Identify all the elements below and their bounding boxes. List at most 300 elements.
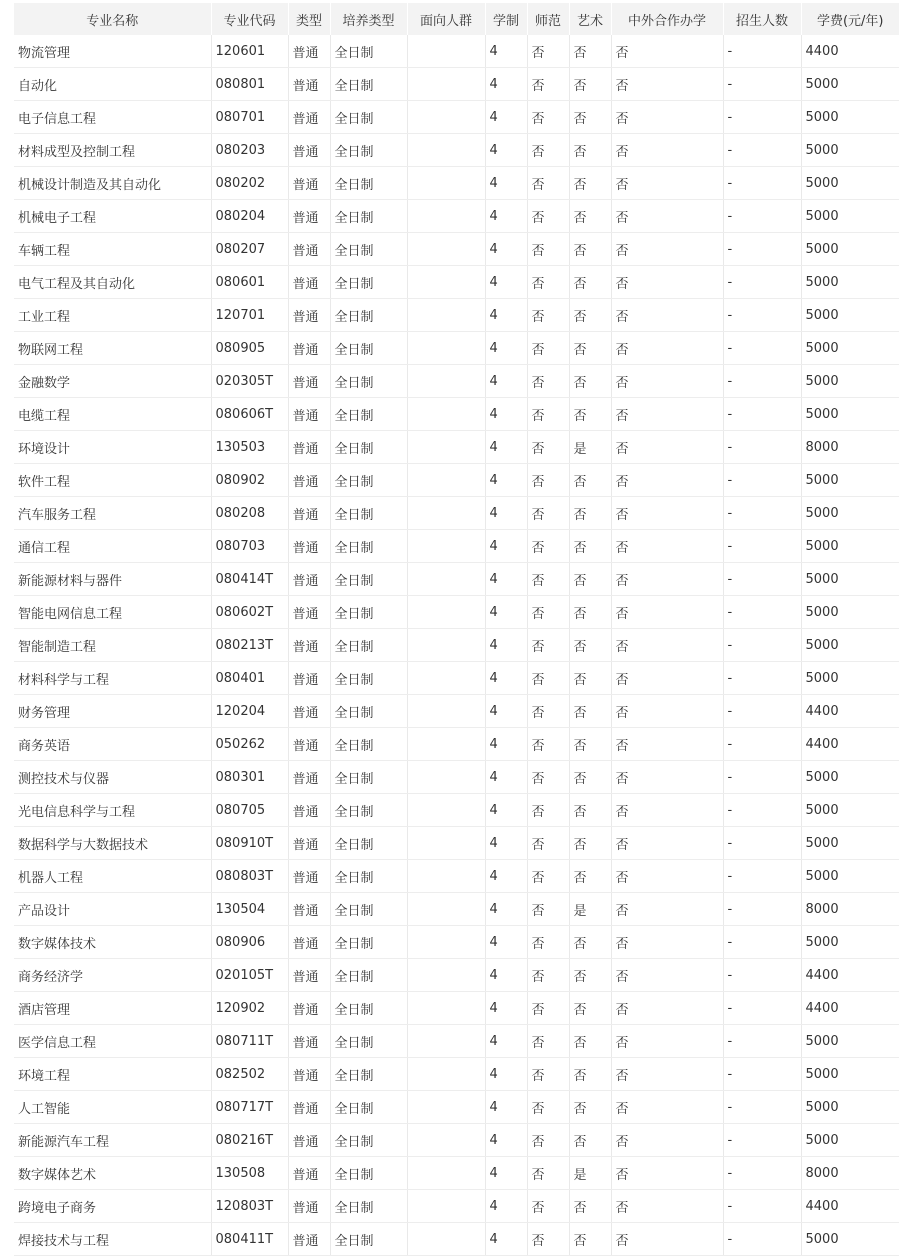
joint-program-cell: 否: [611, 629, 723, 662]
joint-program-cell: 否: [611, 68, 723, 101]
table-body: [14, 35, 899, 1256]
table-row: [14, 365, 899, 398]
target-group-cell: [407, 464, 485, 497]
enrollment-cell: -: [723, 530, 801, 563]
duration-cell: 4: [485, 1124, 527, 1157]
major-name-cell: 酒店管理: [14, 992, 211, 1025]
normal-cell: 否: [527, 827, 569, 860]
enrollment-cell: -: [723, 431, 801, 464]
tuition-cell: 5000: [801, 1058, 899, 1091]
study-mode-cell: 全日制: [330, 497, 407, 530]
major-name-cell: 工业工程: [14, 299, 211, 332]
table-row: [14, 728, 899, 761]
study-mode-cell: 全日制: [330, 35, 407, 68]
duration-cell: 4: [485, 992, 527, 1025]
duration-cell: 4: [485, 728, 527, 761]
enrollment-cell: -: [723, 1124, 801, 1157]
normal-cell: 否: [527, 959, 569, 992]
joint-program-cell: 否: [611, 431, 723, 464]
joint-program-cell: 否: [611, 794, 723, 827]
major-name-cell: 智能制造工程: [14, 629, 211, 662]
type-cell: 普通: [288, 728, 330, 761]
major-name-cell: 光电信息科学与工程: [14, 794, 211, 827]
art-cell: 否: [569, 1190, 611, 1223]
duration-cell: 4: [485, 926, 527, 959]
table-row: [14, 101, 899, 134]
normal-cell: 否: [527, 398, 569, 431]
duration-cell: 4: [485, 596, 527, 629]
major-name-cell: 人工智能: [14, 1091, 211, 1124]
study-mode-cell: 全日制: [330, 530, 407, 563]
target-group-cell: [407, 728, 485, 761]
enrollment-cell: -: [723, 860, 801, 893]
major-name-cell: 商务经济学: [14, 959, 211, 992]
major-code-cell: 120803T: [211, 1190, 288, 1223]
table-row: [14, 959, 899, 992]
art-cell: 是: [569, 1157, 611, 1190]
major-code-cell: 080902: [211, 464, 288, 497]
column-header: 学费(元/年): [801, 3, 899, 35]
normal-cell: 否: [527, 167, 569, 200]
study-mode-cell: 全日制: [330, 398, 407, 431]
major-name-cell: 电缆工程: [14, 398, 211, 431]
art-cell: 否: [569, 233, 611, 266]
tuition-cell: 5000: [801, 365, 899, 398]
joint-program-cell: 否: [611, 365, 723, 398]
duration-cell: 4: [485, 860, 527, 893]
tuition-cell: 5000: [801, 134, 899, 167]
table-row: [14, 629, 899, 662]
art-cell: 否: [569, 200, 611, 233]
table-row: [14, 530, 899, 563]
normal-cell: 否: [527, 860, 569, 893]
enrollment-cell: -: [723, 233, 801, 266]
joint-program-cell: 否: [611, 893, 723, 926]
normal-cell: 否: [527, 200, 569, 233]
major-code-cell: 080906: [211, 926, 288, 959]
tuition-cell: 5000: [801, 398, 899, 431]
duration-cell: 4: [485, 662, 527, 695]
major-name-cell: 材料科学与工程: [14, 662, 211, 695]
major-code-cell: 080910T: [211, 827, 288, 860]
duration-cell: 4: [485, 1025, 527, 1058]
study-mode-cell: 全日制: [330, 629, 407, 662]
table-row: [14, 1025, 899, 1058]
major-code-cell: 120204: [211, 695, 288, 728]
major-code-cell: 130503: [211, 431, 288, 464]
joint-program-cell: 否: [611, 1025, 723, 1058]
study-mode-cell: 全日制: [330, 464, 407, 497]
table-row: [14, 68, 899, 101]
duration-cell: 4: [485, 68, 527, 101]
enrollment-cell: -: [723, 1058, 801, 1091]
normal-cell: 否: [527, 1124, 569, 1157]
table-row: [14, 992, 899, 1025]
study-mode-cell: 全日制: [330, 860, 407, 893]
major-code-cell: 080606T: [211, 398, 288, 431]
study-mode-cell: 全日制: [330, 728, 407, 761]
target-group-cell: [407, 794, 485, 827]
tuition-cell: 4400: [801, 695, 899, 728]
table-row: [14, 893, 899, 926]
table-row: [14, 497, 899, 530]
major-code-cell: 080801: [211, 68, 288, 101]
type-cell: 普通: [288, 860, 330, 893]
major-code-cell: 080602T: [211, 596, 288, 629]
art-cell: 否: [569, 695, 611, 728]
art-cell: 否: [569, 959, 611, 992]
art-cell: 否: [569, 299, 611, 332]
study-mode-cell: 全日制: [330, 1091, 407, 1124]
study-mode-cell: 全日制: [330, 431, 407, 464]
target-group-cell: [407, 992, 485, 1025]
normal-cell: 否: [527, 563, 569, 596]
study-mode-cell: 全日制: [330, 695, 407, 728]
art-cell: 否: [569, 530, 611, 563]
art-cell: 否: [569, 497, 611, 530]
major-name-cell: 新能源材料与器件: [14, 563, 211, 596]
major-code-cell: 080208: [211, 497, 288, 530]
joint-program-cell: 否: [611, 1091, 723, 1124]
tuition-cell: 5000: [801, 530, 899, 563]
normal-cell: 否: [527, 35, 569, 68]
type-cell: 普通: [288, 200, 330, 233]
tuition-cell: 5000: [801, 794, 899, 827]
type-cell: 普通: [288, 134, 330, 167]
major-code-cell: 080204: [211, 200, 288, 233]
duration-cell: 4: [485, 134, 527, 167]
art-cell: 否: [569, 35, 611, 68]
major-name-cell: 机械设计制造及其自动化: [14, 167, 211, 200]
joint-program-cell: 否: [611, 233, 723, 266]
tuition-cell: 5000: [801, 68, 899, 101]
art-cell: 否: [569, 68, 611, 101]
majors-table-container: [14, 3, 899, 1256]
table-row: [14, 398, 899, 431]
art-cell: 否: [569, 794, 611, 827]
table-row: [14, 332, 899, 365]
major-code-cell: 080705: [211, 794, 288, 827]
enrollment-cell: -: [723, 134, 801, 167]
major-code-cell: 080216T: [211, 1124, 288, 1157]
duration-cell: 4: [485, 761, 527, 794]
study-mode-cell: 全日制: [330, 761, 407, 794]
study-mode-cell: 全日制: [330, 266, 407, 299]
major-code-cell: 050262: [211, 728, 288, 761]
enrollment-cell: -: [723, 68, 801, 101]
normal-cell: 否: [527, 728, 569, 761]
type-cell: 普通: [288, 398, 330, 431]
major-name-cell: 机器人工程: [14, 860, 211, 893]
target-group-cell: [407, 530, 485, 563]
normal-cell: 否: [527, 1190, 569, 1223]
type-cell: 普通: [288, 926, 330, 959]
study-mode-cell: 全日制: [330, 662, 407, 695]
normal-cell: 否: [527, 761, 569, 794]
enrollment-cell: -: [723, 332, 801, 365]
type-cell: 普通: [288, 35, 330, 68]
target-group-cell: [407, 1025, 485, 1058]
duration-cell: 4: [485, 398, 527, 431]
art-cell: 否: [569, 860, 611, 893]
art-cell: 否: [569, 1091, 611, 1124]
target-group-cell: [407, 266, 485, 299]
table-row: [14, 35, 899, 68]
enrollment-cell: -: [723, 761, 801, 794]
column-header: 专业代码: [211, 3, 288, 35]
tuition-cell: 8000: [801, 1157, 899, 1190]
study-mode-cell: 全日制: [330, 299, 407, 332]
target-group-cell: [407, 299, 485, 332]
target-group-cell: [407, 827, 485, 860]
table-row: [14, 233, 899, 266]
duration-cell: 4: [485, 266, 527, 299]
table-row: [14, 596, 899, 629]
joint-program-cell: 否: [611, 464, 723, 497]
tuition-cell: 5000: [801, 101, 899, 134]
normal-cell: 否: [527, 101, 569, 134]
enrollment-cell: -: [723, 167, 801, 200]
study-mode-cell: 全日制: [330, 794, 407, 827]
enrollment-cell: -: [723, 101, 801, 134]
duration-cell: 4: [485, 35, 527, 68]
type-cell: 普通: [288, 629, 330, 662]
table-row: [14, 464, 899, 497]
major-name-cell: 环境设计: [14, 431, 211, 464]
duration-cell: 4: [485, 794, 527, 827]
major-name-cell: 商务英语: [14, 728, 211, 761]
joint-program-cell: 否: [611, 167, 723, 200]
major-name-cell: 数据科学与大数据技术: [14, 827, 211, 860]
duration-cell: 4: [485, 629, 527, 662]
major-name-cell: 车辆工程: [14, 233, 211, 266]
type-cell: 普通: [288, 761, 330, 794]
study-mode-cell: 全日制: [330, 101, 407, 134]
art-cell: 否: [569, 1025, 611, 1058]
column-header: 学制: [485, 3, 527, 35]
target-group-cell: [407, 926, 485, 959]
duration-cell: 4: [485, 101, 527, 134]
type-cell: 普通: [288, 1157, 330, 1190]
normal-cell: 否: [527, 134, 569, 167]
art-cell: 否: [569, 596, 611, 629]
enrollment-cell: -: [723, 464, 801, 497]
major-name-cell: 软件工程: [14, 464, 211, 497]
tuition-cell: 5000: [801, 233, 899, 266]
table-row: [14, 563, 899, 596]
type-cell: 普通: [288, 530, 330, 563]
art-cell: 否: [569, 827, 611, 860]
major-code-cell: 080717T: [211, 1091, 288, 1124]
normal-cell: 否: [527, 662, 569, 695]
joint-program-cell: 否: [611, 35, 723, 68]
major-code-cell: 080803T: [211, 860, 288, 893]
joint-program-cell: 否: [611, 332, 723, 365]
art-cell: 否: [569, 926, 611, 959]
enrollment-cell: -: [723, 1223, 801, 1256]
major-name-cell: 金融数学: [14, 365, 211, 398]
major-name-cell: 数字媒体艺术: [14, 1157, 211, 1190]
target-group-cell: [407, 35, 485, 68]
major-code-cell: 080203: [211, 134, 288, 167]
tuition-cell: 5000: [801, 926, 899, 959]
normal-cell: 否: [527, 596, 569, 629]
major-code-cell: 080401: [211, 662, 288, 695]
table-row: [14, 266, 899, 299]
duration-cell: 4: [485, 497, 527, 530]
duration-cell: 4: [485, 1058, 527, 1091]
column-header: 培养类型: [330, 3, 407, 35]
target-group-cell: [407, 332, 485, 365]
normal-cell: 否: [527, 266, 569, 299]
tuition-cell: 5000: [801, 629, 899, 662]
art-cell: 否: [569, 761, 611, 794]
study-mode-cell: 全日制: [330, 926, 407, 959]
art-cell: 否: [569, 629, 611, 662]
joint-program-cell: 否: [611, 530, 723, 563]
study-mode-cell: 全日制: [330, 596, 407, 629]
major-name-cell: 焊接技术与工程: [14, 1223, 211, 1256]
major-name-cell: 数字媒体技术: [14, 926, 211, 959]
target-group-cell: [407, 365, 485, 398]
type-cell: 普通: [288, 497, 330, 530]
table-header-row: [14, 3, 899, 35]
enrollment-cell: -: [723, 893, 801, 926]
duration-cell: 4: [485, 695, 527, 728]
tuition-cell: 4400: [801, 1190, 899, 1223]
type-cell: 普通: [288, 1091, 330, 1124]
study-mode-cell: 全日制: [330, 959, 407, 992]
normal-cell: 否: [527, 233, 569, 266]
target-group-cell: [407, 497, 485, 530]
tuition-cell: 4400: [801, 728, 899, 761]
type-cell: 普通: [288, 827, 330, 860]
major-name-cell: 汽车服务工程: [14, 497, 211, 530]
enrollment-cell: -: [723, 1025, 801, 1058]
type-cell: 普通: [288, 299, 330, 332]
major-name-cell: 物流管理: [14, 35, 211, 68]
study-mode-cell: 全日制: [330, 167, 407, 200]
table-row: [14, 431, 899, 464]
duration-cell: 4: [485, 893, 527, 926]
joint-program-cell: 否: [611, 101, 723, 134]
enrollment-cell: -: [723, 596, 801, 629]
target-group-cell: [407, 662, 485, 695]
joint-program-cell: 否: [611, 1058, 723, 1091]
tuition-cell: 5000: [801, 563, 899, 596]
joint-program-cell: 否: [611, 134, 723, 167]
target-group-cell: [407, 1190, 485, 1223]
tuition-cell: 8000: [801, 431, 899, 464]
major-code-cell: 020305T: [211, 365, 288, 398]
art-cell: 否: [569, 398, 611, 431]
type-cell: 普通: [288, 1025, 330, 1058]
major-code-cell: 080213T: [211, 629, 288, 662]
major-name-cell: 电子信息工程: [14, 101, 211, 134]
tuition-cell: 5000: [801, 464, 899, 497]
study-mode-cell: 全日制: [330, 332, 407, 365]
major-name-cell: 机械电子工程: [14, 200, 211, 233]
enrollment-cell: -: [723, 563, 801, 596]
joint-program-cell: 否: [611, 827, 723, 860]
joint-program-cell: 否: [611, 860, 723, 893]
joint-program-cell: 否: [611, 563, 723, 596]
tuition-cell: 5000: [801, 860, 899, 893]
major-code-cell: 130504: [211, 893, 288, 926]
art-cell: 否: [569, 266, 611, 299]
major-name-cell: 自动化: [14, 68, 211, 101]
tuition-cell: 5000: [801, 596, 899, 629]
tuition-cell: 8000: [801, 893, 899, 926]
joint-program-cell: 否: [611, 761, 723, 794]
enrollment-cell: -: [723, 827, 801, 860]
joint-program-cell: 否: [611, 299, 723, 332]
enrollment-cell: -: [723, 695, 801, 728]
target-group-cell: [407, 1124, 485, 1157]
major-code-cell: 080711T: [211, 1025, 288, 1058]
type-cell: 普通: [288, 1190, 330, 1223]
normal-cell: 否: [527, 1025, 569, 1058]
type-cell: 普通: [288, 662, 330, 695]
tuition-cell: 5000: [801, 332, 899, 365]
target-group-cell: [407, 695, 485, 728]
study-mode-cell: 全日制: [330, 1223, 407, 1256]
enrollment-cell: -: [723, 1157, 801, 1190]
normal-cell: 否: [527, 1157, 569, 1190]
major-code-cell: 120902: [211, 992, 288, 1025]
enrollment-cell: -: [723, 926, 801, 959]
major-name-cell: 跨境电子商务: [14, 1190, 211, 1223]
study-mode-cell: 全日制: [330, 563, 407, 596]
duration-cell: 4: [485, 530, 527, 563]
enrollment-cell: -: [723, 200, 801, 233]
normal-cell: 否: [527, 530, 569, 563]
table-row: [14, 662, 899, 695]
major-code-cell: 080301: [211, 761, 288, 794]
duration-cell: 4: [485, 563, 527, 596]
study-mode-cell: 全日制: [330, 134, 407, 167]
tuition-cell: 5000: [801, 1091, 899, 1124]
normal-cell: 否: [527, 992, 569, 1025]
column-header: 师范: [527, 3, 569, 35]
major-code-cell: 080701: [211, 101, 288, 134]
table-row: [14, 299, 899, 332]
study-mode-cell: 全日制: [330, 1124, 407, 1157]
joint-program-cell: 否: [611, 959, 723, 992]
tuition-cell: 5000: [801, 1025, 899, 1058]
major-name-cell: 财务管理: [14, 695, 211, 728]
type-cell: 普通: [288, 167, 330, 200]
target-group-cell: [407, 233, 485, 266]
normal-cell: 否: [527, 497, 569, 530]
joint-program-cell: 否: [611, 596, 723, 629]
major-name-cell: 电气工程及其自动化: [14, 266, 211, 299]
major-code-cell: 080411T: [211, 1223, 288, 1256]
major-code-cell: 120701: [211, 299, 288, 332]
major-name-cell: 测控技术与仪器: [14, 761, 211, 794]
duration-cell: 4: [485, 1091, 527, 1124]
table-row: [14, 926, 899, 959]
enrollment-cell: -: [723, 497, 801, 530]
enrollment-cell: -: [723, 992, 801, 1025]
art-cell: 否: [569, 167, 611, 200]
normal-cell: 否: [527, 1223, 569, 1256]
target-group-cell: [407, 1223, 485, 1256]
target-group-cell: [407, 563, 485, 596]
target-group-cell: [407, 1058, 485, 1091]
major-code-cell: 120601: [211, 35, 288, 68]
target-group-cell: [407, 431, 485, 464]
